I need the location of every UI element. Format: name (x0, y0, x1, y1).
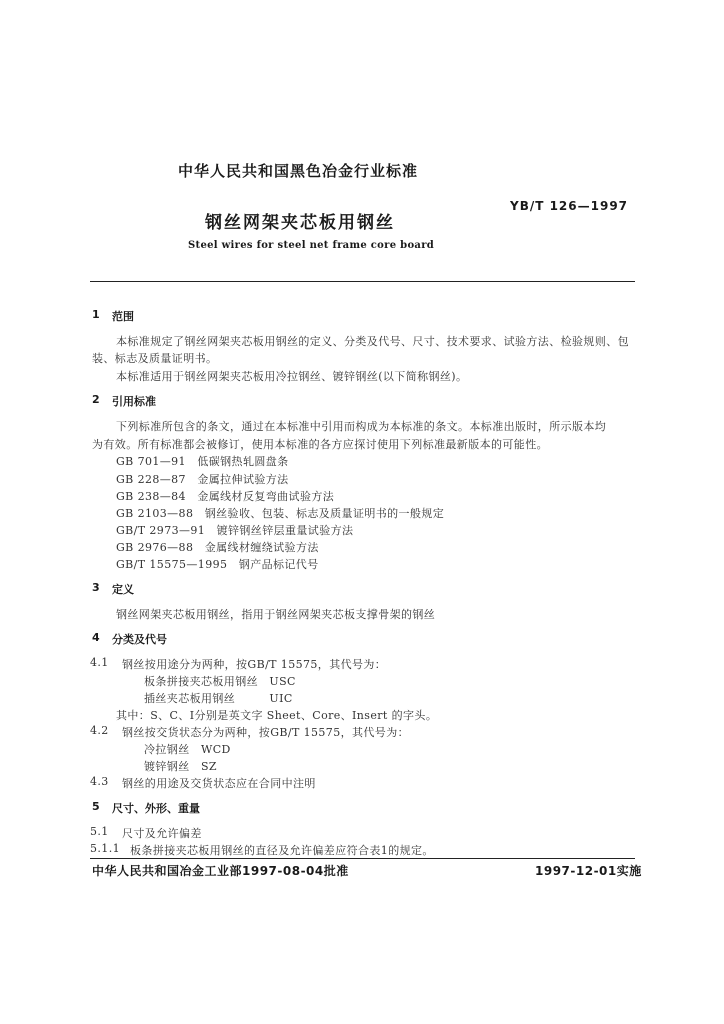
section-4-number: 4 (92, 631, 100, 644)
section-3-title: 定义 (112, 583, 134, 596)
clause-4-3-text: 钢丝的用途及交货状态应在合同中注明 (122, 777, 316, 790)
section-2-title: 引用标准 (112, 395, 156, 408)
issuing-body: 中华人民共和国黑色冶金行业标准 (178, 162, 419, 180)
clause-4-1-item: 板条拼接夹芯板用钢丝 USC (144, 675, 296, 688)
section-1-para-2: 本标准适用于钢丝网架夹芯板用冷拉钢丝、镀锌钢丝(以下简称钢丝)。 (116, 370, 468, 383)
clause-4-1-item: 插丝夹芯板用钢丝 UIC (144, 692, 293, 705)
reference-item: GB/T 15575—1995 钢产品标记代号 (116, 558, 319, 571)
section-1-number: 1 (92, 308, 100, 321)
reference-item: GB 2103—88 钢丝验收、包装、标志及质量证明书的一般规定 (116, 507, 445, 520)
clause-4-3-number: 4.3 (90, 775, 109, 788)
header-rule (90, 281, 635, 282)
clause-5-1-number: 5.1 (90, 825, 109, 838)
clause-4-1-text: 钢丝按用途分为两种，按GB/T 15575，其代号为： (122, 658, 387, 671)
section-5-number: 5 (92, 800, 100, 813)
clause-4-2-number: 4.2 (90, 724, 109, 737)
clause-4-1-number: 4.1 (90, 656, 109, 669)
section-2-para-1b: 为有效。所有标准都会被修订，使用本标准的各方应探讨使用下列标准最新版本的可能性。 (92, 438, 548, 451)
section-3-para: 钢丝网架夹芯板用钢丝，指用于钢丝网架夹芯板支撑骨架的钢丝 (116, 608, 436, 621)
reference-item: GB 2976—88 金属线材缠绕试验方法 (116, 541, 319, 554)
footer-rule (90, 858, 635, 859)
clause-5-1-1-text: 板条拼接夹芯板用钢丝的直径及允许偏差应符合表1的规定。 (130, 844, 434, 857)
section-2-number: 2 (92, 393, 100, 406)
clause-4-1-note: 其中：S、C、I分别是英文字 Sheet、Core、Insert 的字头。 (116, 709, 438, 722)
section-3-number: 3 (92, 581, 100, 594)
english-title: Steel wires for steel net frame core board (188, 240, 435, 251)
implementation-date: 1997-12-01实施 (535, 864, 642, 878)
approval-line: 中华人民共和国冶金工业部1997-08-04批准 (92, 864, 349, 878)
reference-item: GB/T 2973—91 镀锌钢丝锌层重量试验方法 (116, 524, 354, 537)
clause-4-2-item: 镀锌钢丝 SZ (144, 760, 217, 773)
section-1-title: 范围 (112, 310, 134, 323)
reference-item: GB 228—87 金属拉伸试验方法 (116, 473, 289, 486)
section-5-title: 尺寸、外形、重量 (112, 802, 200, 815)
page-title: 钢丝网架夹芯板用钢丝 (205, 213, 395, 233)
section-1-para-1b: 装、标志及质量证明书。 (92, 352, 218, 365)
reference-item: GB 701—91 低碳钢热轧圆盘条 (116, 455, 289, 468)
reference-item: GB 238—84 金属线材反复弯曲试验方法 (116, 490, 335, 503)
clause-5-1-1-number: 5.1.1 (90, 842, 120, 855)
clause-4-2-text: 钢丝按交货状态分为两种，按GB/T 15575，其代号为： (122, 726, 410, 739)
clause-5-1-text: 尺寸及允许偏差 (122, 827, 202, 840)
clause-4-2-item: 冷拉钢丝 WCD (144, 743, 231, 756)
standard-code: YB/T 126—1997 (510, 199, 629, 213)
section-4-title: 分类及代号 (112, 633, 167, 646)
section-1-para-1a: 本标准规定了钢丝网架夹芯板用钢丝的定义、分类及代号、尺寸、技术要求、试验方法、检验规则、包 (116, 335, 629, 348)
section-2-para-1a: 下列标准所包含的条文，通过在本标准中引用而构成为本标准的条文。本标准出版时，所示版本均 (116, 420, 607, 433)
